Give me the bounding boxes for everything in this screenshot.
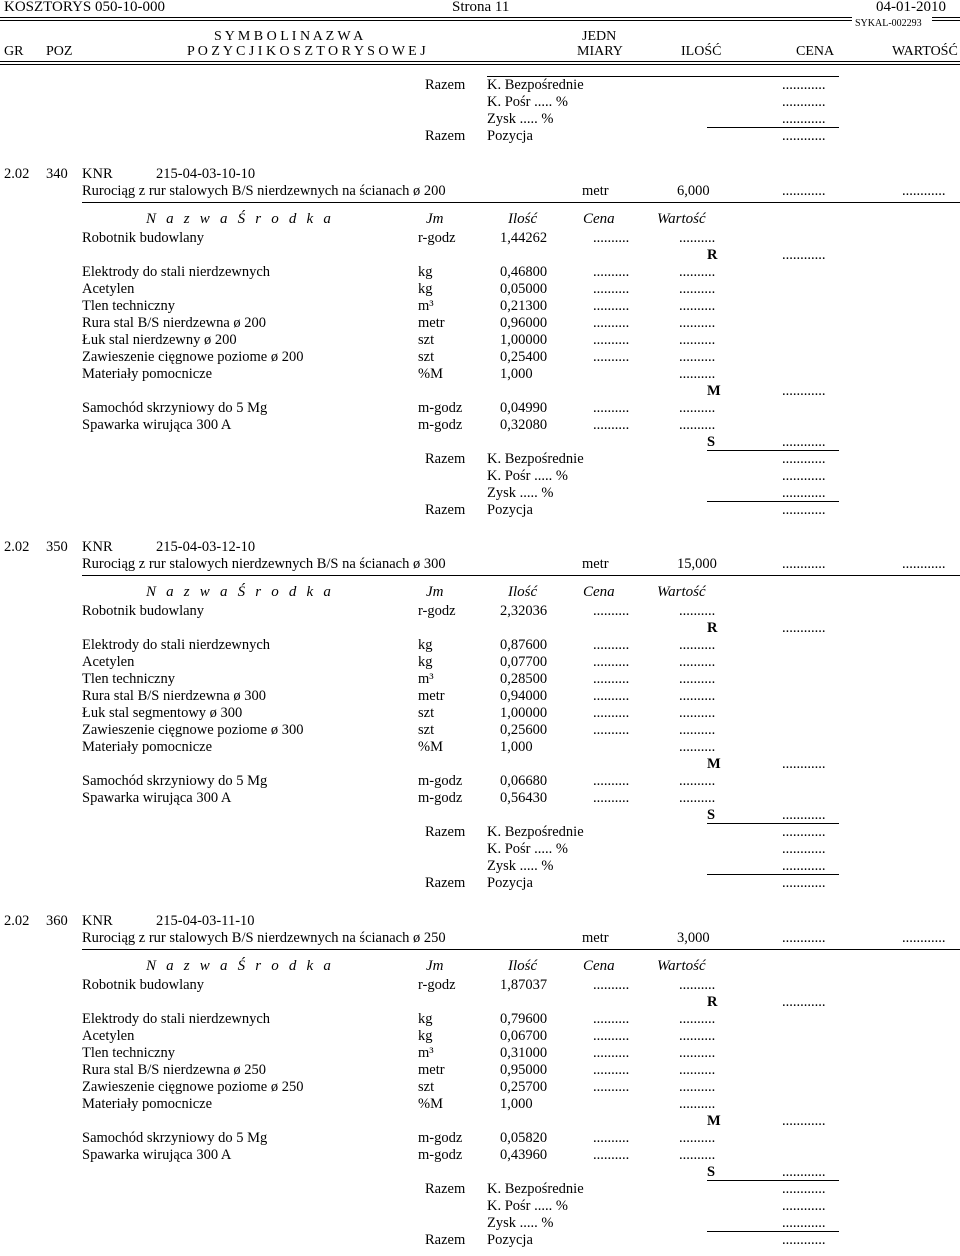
position-number: 340 [46, 166, 68, 182]
resource-header-rule-top [82, 575, 960, 576]
razem-label: Razem [425, 824, 466, 840]
col-jm: Jm [426, 958, 444, 974]
k-bezposrednie-value: ............ [782, 1181, 826, 1197]
document-date: 04-01-2010 [876, 0, 946, 15]
material-row-value: .......... [679, 1028, 716, 1044]
pozycja-label: Pozycja [487, 875, 533, 891]
equipment-row-qty: 0,56430 [500, 790, 548, 806]
material-row-value: .......... [679, 315, 716, 331]
summary-k-bezp-value: ............ [782, 77, 826, 93]
material-row-qty: 0,05000 [500, 281, 548, 297]
col-nazwa-srodka: N a z w a Ś r o d k a [146, 211, 335, 227]
equipment-row-value: .......... [679, 773, 716, 789]
labor-row-qty: 1,44262 [500, 230, 548, 246]
page-number: Strona 11 [452, 0, 510, 15]
material-row-name: Łuk stal segmentowy ø 300 [82, 705, 243, 721]
material-row-value: .......... [679, 264, 716, 280]
material-row-price: .......... [593, 654, 630, 670]
labor-row-value: .......... [679, 230, 716, 246]
material-row-value: .......... [679, 671, 716, 687]
position-group: 2.02 [4, 539, 30, 555]
subtotal-s-value: ............ [782, 434, 826, 450]
pozycja-value: ............ [782, 1232, 826, 1248]
equipment-row-value: .......... [679, 790, 716, 806]
resource-header-rule-top [82, 202, 960, 203]
equipment-row-price: .......... [593, 790, 630, 806]
material-row-name: Tlen techniczny [82, 298, 175, 314]
material-row-name: Zawieszenie cięgnowe poziome ø 300 [82, 722, 304, 738]
material-row-value: .......... [679, 705, 716, 721]
k-posrednie-value: ............ [782, 841, 826, 857]
position-code: 215-04-03-12-10 [156, 539, 256, 555]
razem-label: Razem [425, 1181, 466, 1197]
col-wartosc-resource: Wartość [657, 958, 706, 974]
pozycja-label: Pozycja [487, 502, 533, 518]
equipment-row-value: .......... [679, 400, 716, 416]
header-rule-3 [0, 61, 960, 62]
position-group: 2.02 [4, 166, 30, 182]
position-knr: KNR [82, 913, 113, 929]
material-row-jm: kg [418, 1028, 433, 1044]
zysk-value: ............ [782, 858, 826, 874]
subtotal-m-label: M [707, 756, 721, 772]
subtotal-s-label: S [707, 1164, 716, 1180]
pozycja-value: ............ [782, 875, 826, 891]
material-row-jm: kg [418, 281, 433, 297]
subtotal-m-label: M [707, 383, 721, 399]
resource-header-rule-top [82, 949, 960, 950]
position-description: Rurociąg z rur stalowych nierdzewnych B/S na ścianach ø 300 [82, 556, 446, 572]
material-row-value: .......... [679, 654, 716, 670]
material-row-price: .......... [593, 1079, 630, 1095]
material-row-name: Acetylen [82, 281, 135, 297]
material-row-price: .......... [593, 1028, 630, 1044]
col-wartosc-resource: Wartość [657, 211, 706, 227]
k-bezposrednie-value: ............ [782, 824, 826, 840]
summary-zysk-value: ............ [782, 111, 826, 127]
position-quantity: 6,000 [677, 183, 710, 199]
position-value: ............ [902, 183, 946, 199]
subtotal-s-value: ............ [782, 1164, 826, 1180]
equipment-row-price: .......... [593, 1147, 630, 1163]
material-row-jm: %M [418, 366, 443, 382]
document-code: SYKAL-002293 [855, 18, 922, 29]
labor-row-name: Robotnik budowlany [82, 603, 205, 619]
equipment-row-name: Spawarka wirująca 300 A [82, 1147, 232, 1163]
material-row-price: .......... [593, 637, 630, 653]
pozycja-label: Pozycja [487, 1232, 533, 1248]
razem-pozycja-label: Razem [425, 1232, 466, 1248]
col-poz: POZ [46, 44, 73, 59]
material-row-value: .......... [679, 349, 716, 365]
material-row-price: .......... [593, 688, 630, 704]
position-group: 2.02 [4, 913, 30, 929]
position-value: ............ [902, 930, 946, 946]
position-description: Rurociąg z rur stalowych B/S nierdzewnych na ścianach ø 250 [82, 930, 446, 946]
material-row-price: .......... [593, 705, 630, 721]
material-row-jm: szt [418, 722, 435, 738]
equipment-row-qty: 0,32080 [500, 417, 548, 433]
col-nazwa-srodka: N a z w a Ś r o d k a [146, 958, 335, 974]
summary-k-bezp: K. Bezpośrednie [487, 77, 584, 93]
material-row-value: .......... [679, 366, 716, 382]
material-row-qty: 1,00000 [500, 332, 548, 348]
labor-row-name: Robotnik budowlany [82, 230, 205, 246]
subtotal-m-value: ............ [782, 756, 826, 772]
labor-row-name: Robotnik budowlany [82, 977, 205, 993]
position-number: 350 [46, 539, 68, 555]
equipment-row-name: Spawarka wirująca 300 A [82, 417, 232, 433]
material-row-price: .......... [593, 281, 630, 297]
col-cena-resource: Cena [583, 211, 615, 227]
col-symbol: S Y M B O L I N A Z W A [214, 29, 364, 44]
col-jm: Jm [426, 211, 444, 227]
material-row-name: Zawieszenie cięgnowe poziome ø 200 [82, 349, 304, 365]
equipment-row-value: .......... [679, 1130, 716, 1146]
position-unit: metr [582, 183, 609, 199]
material-row-jm: szt [418, 705, 435, 721]
material-row-qty: 1,000 [500, 1096, 533, 1112]
subtotal-r-value: ............ [782, 247, 826, 263]
zysk-label: Zysk ..... % [487, 858, 554, 874]
material-row-value: .......... [679, 1096, 716, 1112]
equipment-row-jm: m-godz [418, 417, 463, 433]
equipment-row-qty: 0,04990 [500, 400, 548, 416]
material-row-qty: 0,46800 [500, 264, 548, 280]
material-row-qty: 0,79600 [500, 1011, 548, 1027]
material-row-price: .......... [593, 1062, 630, 1078]
material-row-jm: m³ [418, 1045, 434, 1061]
subtotal-m-value: ............ [782, 383, 826, 399]
subtotal-m-value: ............ [782, 1113, 826, 1129]
subtotal-s-label: S [707, 434, 716, 450]
k-bezposrednie-label: K. Bezpośrednie [487, 1181, 584, 1197]
material-row-jm: metr [418, 1062, 445, 1078]
material-row-jm: kg [418, 637, 433, 653]
summary-pozycja-value: ............ [782, 128, 826, 144]
material-row-price: .......... [593, 315, 630, 331]
material-row-name: Acetylen [82, 1028, 135, 1044]
material-row-name: Elektrody do stali nierdzewnych [82, 637, 271, 653]
k-posrednie-label: K. Pośr ..... % [487, 841, 568, 857]
k-bezposrednie-value: ............ [782, 451, 826, 467]
equipment-row-jm: m-godz [418, 790, 463, 806]
zysk-value: ............ [782, 485, 826, 501]
k-posrednie-value: ............ [782, 468, 826, 484]
equipment-row-value: .......... [679, 1147, 716, 1163]
material-row-name: Tlen techniczny [82, 671, 175, 687]
material-row-price: .......... [593, 264, 630, 280]
k-bezposrednie-label: K. Bezpośrednie [487, 451, 584, 467]
position-code: 215-04-03-10-10 [156, 166, 256, 182]
material-row-qty: 0,06700 [500, 1028, 548, 1044]
subtotal-m-label: M [707, 1113, 721, 1129]
k-posrednie-value: ............ [782, 1198, 826, 1214]
equipment-row-name: Spawarka wirująca 300 A [82, 790, 232, 806]
equipment-row-price: .......... [593, 400, 630, 416]
material-row-jm: szt [418, 349, 435, 365]
document-title: KOSZTORYS 050-10-000 [4, 0, 165, 15]
material-row-jm: m³ [418, 671, 434, 687]
material-row-price: .......... [593, 298, 630, 314]
material-row-qty: 0,25400 [500, 349, 548, 365]
material-row-qty: 0,25700 [500, 1079, 548, 1095]
col-cena-resource: Cena [583, 958, 615, 974]
equipment-row-jm: m-godz [418, 400, 463, 416]
material-row-qty: 0,87600 [500, 637, 548, 653]
subtotal-r-label: R [707, 994, 718, 1010]
material-row-qty: 0,28500 [500, 671, 548, 687]
material-row-value: .......... [679, 637, 716, 653]
summary-razem: Razem [425, 77, 466, 93]
zysk-label: Zysk ..... % [487, 1215, 554, 1231]
k-posrednie-label: K. Pośr ..... % [487, 1198, 568, 1214]
position-code: 215-04-03-11-10 [156, 913, 255, 929]
material-row-name: Materiały pomocnicze [82, 739, 213, 755]
material-row-name: Elektrody do stali nierdzewnych [82, 264, 271, 280]
header-rule-2 [0, 20, 852, 21]
material-row-name: Acetylen [82, 654, 135, 670]
subtotal-r-label: R [707, 620, 718, 636]
material-row-qty: 1,000 [500, 739, 533, 755]
summary-zysk: Zysk ..... % [487, 111, 554, 127]
razem-label: Razem [425, 451, 466, 467]
material-row-jm: %M [418, 1096, 443, 1112]
labor-row-qty: 2,32036 [500, 603, 548, 619]
material-row-name: Materiały pomocnicze [82, 1096, 213, 1112]
labor-row-price: .......... [593, 230, 630, 246]
position-knr: KNR [82, 539, 113, 555]
labor-row-jm: r-godz [418, 230, 456, 246]
material-row-price: .......... [593, 1011, 630, 1027]
equipment-row-qty: 0,43960 [500, 1147, 548, 1163]
material-row-name: Elektrody do stali nierdzewnych [82, 1011, 271, 1027]
material-row-value: .......... [679, 1045, 716, 1061]
col-wartosc: WARTOŚĆ [892, 44, 958, 59]
position-description: Rurociąg z rur stalowych B/S nierdzewnych na ścianach ø 200 [82, 183, 446, 199]
material-row-value: .......... [679, 1062, 716, 1078]
equipment-row-qty: 0,06680 [500, 773, 548, 789]
material-row-jm: m³ [418, 298, 434, 314]
position-knr: KNR [82, 166, 113, 182]
subtotal-r-label: R [707, 247, 718, 263]
labor-row-qty: 1,87037 [500, 977, 548, 993]
equipment-row-value: .......... [679, 417, 716, 433]
material-row-value: .......... [679, 298, 716, 314]
position-number: 360 [46, 913, 68, 929]
k-posrednie-label: K. Pośr ..... % [487, 468, 568, 484]
material-row-name: Łuk stal nierdzewny ø 200 [82, 332, 237, 348]
material-row-name: Rura stal B/S nierdzewna ø 200 [82, 315, 267, 331]
material-row-value: .......... [679, 722, 716, 738]
material-row-name: Tlen techniczny [82, 1045, 175, 1061]
position-price: ............ [782, 556, 826, 572]
material-row-qty: 0,94000 [500, 688, 548, 704]
material-row-price: .......... [593, 722, 630, 738]
col-ilosc-resource: Ilość [508, 584, 538, 600]
material-row-name: Rura stal B/S nierdzewna ø 300 [82, 688, 267, 704]
material-row-jm: kg [418, 264, 433, 280]
pozycja-value: ............ [782, 502, 826, 518]
material-row-qty: 1,000 [500, 366, 533, 382]
equipment-row-price: .......... [593, 773, 630, 789]
material-row-jm: szt [418, 332, 435, 348]
material-row-jm: %M [418, 739, 443, 755]
labor-row-price: .......... [593, 977, 630, 993]
material-row-value: .......... [679, 739, 716, 755]
material-row-jm: metr [418, 688, 445, 704]
subtotal-s-value: ............ [782, 807, 826, 823]
labor-row-jm: r-godz [418, 603, 456, 619]
equipment-row-jm: m-godz [418, 1130, 463, 1146]
subtotal-s-label: S [707, 807, 716, 823]
labor-row-value: .......... [679, 603, 716, 619]
zysk-value: ............ [782, 1215, 826, 1231]
equipment-row-name: Samochód skrzyniowy do 5 Mg [82, 1130, 268, 1146]
material-row-value: .......... [679, 1079, 716, 1095]
equipment-row-price: .......... [593, 1130, 630, 1146]
col-gr: GR [4, 44, 24, 59]
labor-row-price: .......... [593, 603, 630, 619]
header-rule-4 [0, 64, 960, 65]
col-wartosc-resource: Wartość [657, 584, 706, 600]
material-row-qty: 0,07700 [500, 654, 548, 670]
position-quantity: 3,000 [677, 930, 710, 946]
material-row-value: .......... [679, 281, 716, 297]
material-row-jm: kg [418, 1011, 433, 1027]
col-cena: CENA [796, 44, 835, 59]
equipment-row-jm: m-godz [418, 773, 463, 789]
header-rule-2b [932, 20, 960, 21]
summary-razem-pozycja: Razem [425, 128, 466, 144]
material-row-price: .......... [593, 671, 630, 687]
razem-pozycja-label: Razem [425, 502, 466, 518]
position-price: ............ [782, 183, 826, 199]
col-miary: MIARY [577, 44, 623, 59]
equipment-row-qty: 0,05820 [500, 1130, 548, 1146]
summary-k-posr: K. Pośr ..... % [487, 94, 568, 110]
col-ilosc-resource: Ilość [508, 211, 538, 227]
material-row-qty: 1,00000 [500, 705, 548, 721]
zysk-label: Zysk ..... % [487, 485, 554, 501]
k-bezposrednie-label: K. Bezpośrednie [487, 824, 584, 840]
material-row-price: .......... [593, 349, 630, 365]
position-value: ............ [902, 556, 946, 572]
position-price: ............ [782, 930, 826, 946]
col-jm: Jm [426, 584, 444, 600]
material-row-jm: kg [418, 654, 433, 670]
subtotal-r-value: ............ [782, 620, 826, 636]
material-row-jm: szt [418, 1079, 435, 1095]
col-ilosc: ILOŚĆ [681, 44, 722, 59]
equipment-row-price: .......... [593, 417, 630, 433]
razem-pozycja-label: Razem [425, 875, 466, 891]
header-rule-1 [0, 17, 852, 18]
equipment-row-name: Samochód skrzyniowy do 5 Mg [82, 773, 268, 789]
material-row-name: Materiały pomocnicze [82, 366, 213, 382]
material-row-qty: 0,31000 [500, 1045, 548, 1061]
material-row-value: .......... [679, 688, 716, 704]
header-rule-1b [932, 17, 960, 18]
col-pozycji: P O Z Y C J I K O S Z T O R Y S O W E J [187, 44, 426, 59]
material-row-name: Zawieszenie cięgnowe poziome ø 250 [82, 1079, 304, 1095]
material-row-price: .......... [593, 1045, 630, 1061]
equipment-row-name: Samochód skrzyniowy do 5 Mg [82, 400, 268, 416]
position-unit: metr [582, 930, 609, 946]
col-jedn: JEDN [582, 29, 617, 44]
material-row-jm: metr [418, 315, 445, 331]
material-row-qty: 0,96000 [500, 315, 548, 331]
col-cena-resource: Cena [583, 584, 615, 600]
subtotal-r-value: ............ [782, 994, 826, 1010]
material-row-qty: 0,95000 [500, 1062, 548, 1078]
material-row-value: .......... [679, 332, 716, 348]
position-unit: metr [582, 556, 609, 572]
material-row-price: .......... [593, 332, 630, 348]
summary-k-posr-value: ............ [782, 94, 826, 110]
material-row-value: .......... [679, 1011, 716, 1027]
labor-row-jm: r-godz [418, 977, 456, 993]
position-quantity: 15,000 [677, 556, 717, 572]
equipment-row-jm: m-godz [418, 1147, 463, 1163]
material-row-qty: 0,21300 [500, 298, 548, 314]
col-ilosc-resource: Ilość [508, 958, 538, 974]
labor-row-value: .......... [679, 977, 716, 993]
col-nazwa-srodka: N a z w a Ś r o d k a [146, 584, 335, 600]
material-row-qty: 0,25600 [500, 722, 548, 738]
summary-pozycja: Pozycja [487, 128, 533, 144]
material-row-name: Rura stal B/S nierdzewna ø 250 [82, 1062, 267, 1078]
